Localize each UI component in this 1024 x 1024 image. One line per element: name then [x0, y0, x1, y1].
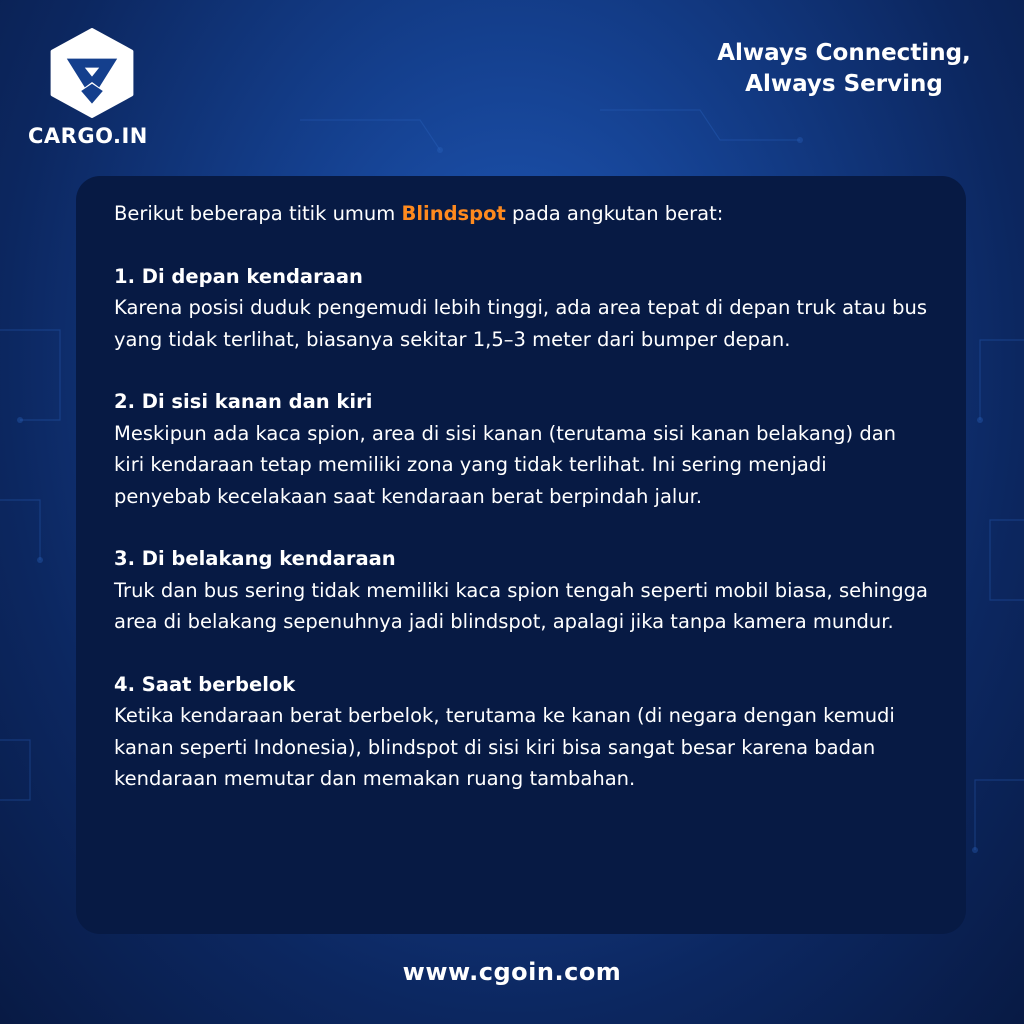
- cargo-hexagon-logo-icon: [46, 28, 138, 118]
- section-body: Meskipun ada kaca spion, area di sisi kanan (terutama sisi kanan belakang) dan kiri kendaraan tetap memiliki zona yang tidak terlihat. Ini sering menjadi penyebab kecelakaan saat kendaraan berat berpindah jalur.: [114, 421, 897, 508]
- content-card: [76, 176, 966, 934]
- section-sides: [114, 386, 928, 512]
- intro-text: [114, 198, 928, 230]
- tagline-line-1: Always Connecting,: [717, 40, 971, 66]
- section-title: 4. Saat berbelok: [114, 672, 296, 696]
- tagline-line-2: Always Serving: [745, 71, 943, 97]
- brand-name: CARGO.IN: [28, 124, 148, 148]
- section-title: 1. Di depan kendaraan: [114, 264, 363, 288]
- website-link[interactable]: www.cgoin.com: [402, 958, 622, 986]
- intro-before: Berikut beberapa titik umum: [114, 202, 402, 225]
- section-body: Ketika kendaraan berat berbelok, terutama ke kanan (di negara dengan kemudi kanan seperti Indonesia), blindspot di sisi kiri bisa sangat besar karena badan kendaraan memutar dan memakan ruang tambahan.: [114, 704, 895, 790]
- intro-highlight: Blindspot: [401, 202, 506, 225]
- section-rear: [114, 543, 928, 638]
- section-body: Karena posisi duduk pengemudi lebih tinggi, ada area tepat di depan truk atau bus yang tidak terlihat, biasanya sekitar 1,5–3 meter dari bumper depan.: [114, 296, 928, 351]
- section-title: 2. Di sisi kanan dan kiri: [114, 390, 373, 413]
- section-body: Truk dan bus sering tidak memiliki kaca spion tengah seperti mobil biasa, sehingga area di belakang sepenuhnya jadi blindspot, apalagi jika tanpa kamera mundur.: [114, 578, 928, 633]
- brand-logo: [28, 28, 168, 158]
- intro-after: pada angkutan berat:: [505, 202, 724, 225]
- section-front: [114, 261, 928, 356]
- tagline: [694, 38, 994, 100]
- section-turning: [114, 669, 928, 795]
- section-title: 3. Di belakang kendaraan: [114, 547, 396, 570]
